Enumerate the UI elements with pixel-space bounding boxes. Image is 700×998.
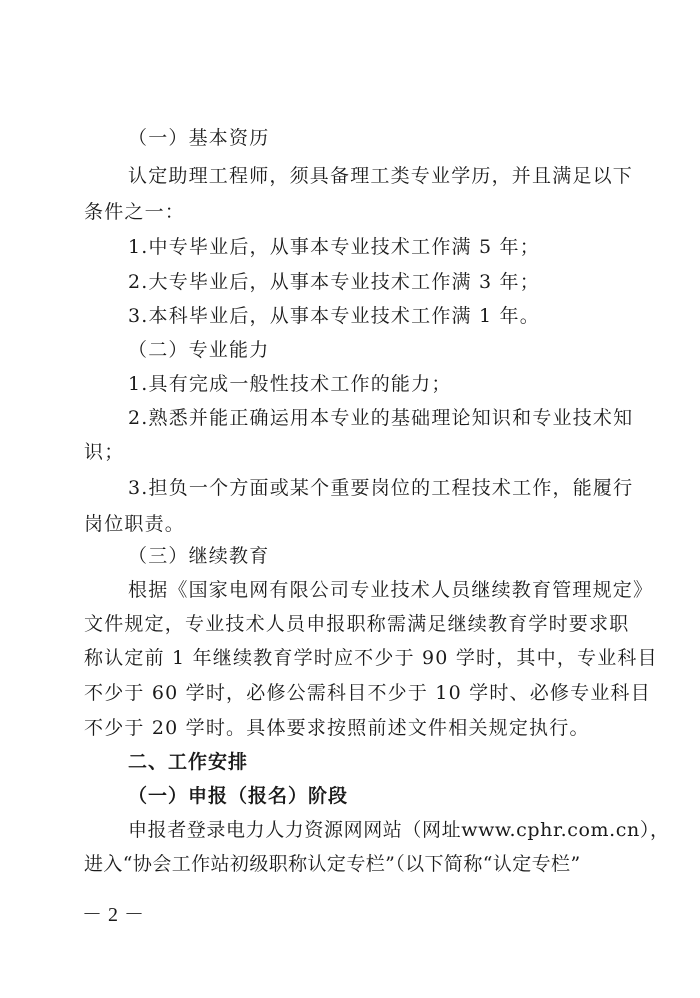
heading-professional-ability: （二）专业能力 [128,339,270,361]
paragraph-line: 条件之一： [84,201,186,223]
list-item: 3.担负一个方面或某个重要岗位的工程技术工作，能履行 [128,477,634,499]
paragraph-line: 不少于 20 学时。具体要求按照前述文件相关规定执行。 [84,717,590,739]
paragraph-line: 根据《国家电网有限公司专业技术人员继续教育管理规定》 [128,579,654,601]
paragraph-line: 文件规定，专业技术人员申报职称需满足继续教育学时要求职 [84,613,630,635]
paragraph-line: 识； [84,441,125,463]
list-item: 2.大专毕业后，从事本专业技术工作满 3 年； [128,271,540,293]
list-item: 1.具有完成一般性技术工作的能力； [128,373,452,395]
paragraph-line: 不少于 60 学时，必修公需科目不少于 10 学时、必修专业科目 [84,682,651,704]
section-heading-work-arrangement: 二、工作安排 [128,751,249,773]
paragraph-line: 称认定前 1 年继续教育学时应不少于 90 学时，其中，专业科目 [84,647,658,669]
subsection-heading-application-stage: （一）申报（报名）阶段 [128,785,349,807]
paragraph-line: 认定助理工程师，须具备理工类专业学历，并且满足以下 [128,165,634,187]
paragraph-line: 进入“协会工作站初级职称认定专栏”（以下简称“认定专栏” [84,853,581,875]
paragraph-line: 岗位职责。 [84,513,186,535]
list-item: 3.本科毕业后，从事本专业技术工作满 1 年。 [128,305,540,327]
heading-basic-qualification: （一）基本资历 [128,127,270,149]
list-item: 1.中专毕业后，从事本专业技术工作满 5 年； [128,236,540,258]
paragraph-line: 申报者登录电力人力资源网网站（网址www.cphr.com.cn）， [128,819,670,841]
page-number: －2－ [82,904,150,926]
heading-continuing-education: （三）继续教育 [128,545,270,567]
list-item: 2.熟悉并能正确运用本专业的基础理论知识和专业技术知 [128,407,634,429]
